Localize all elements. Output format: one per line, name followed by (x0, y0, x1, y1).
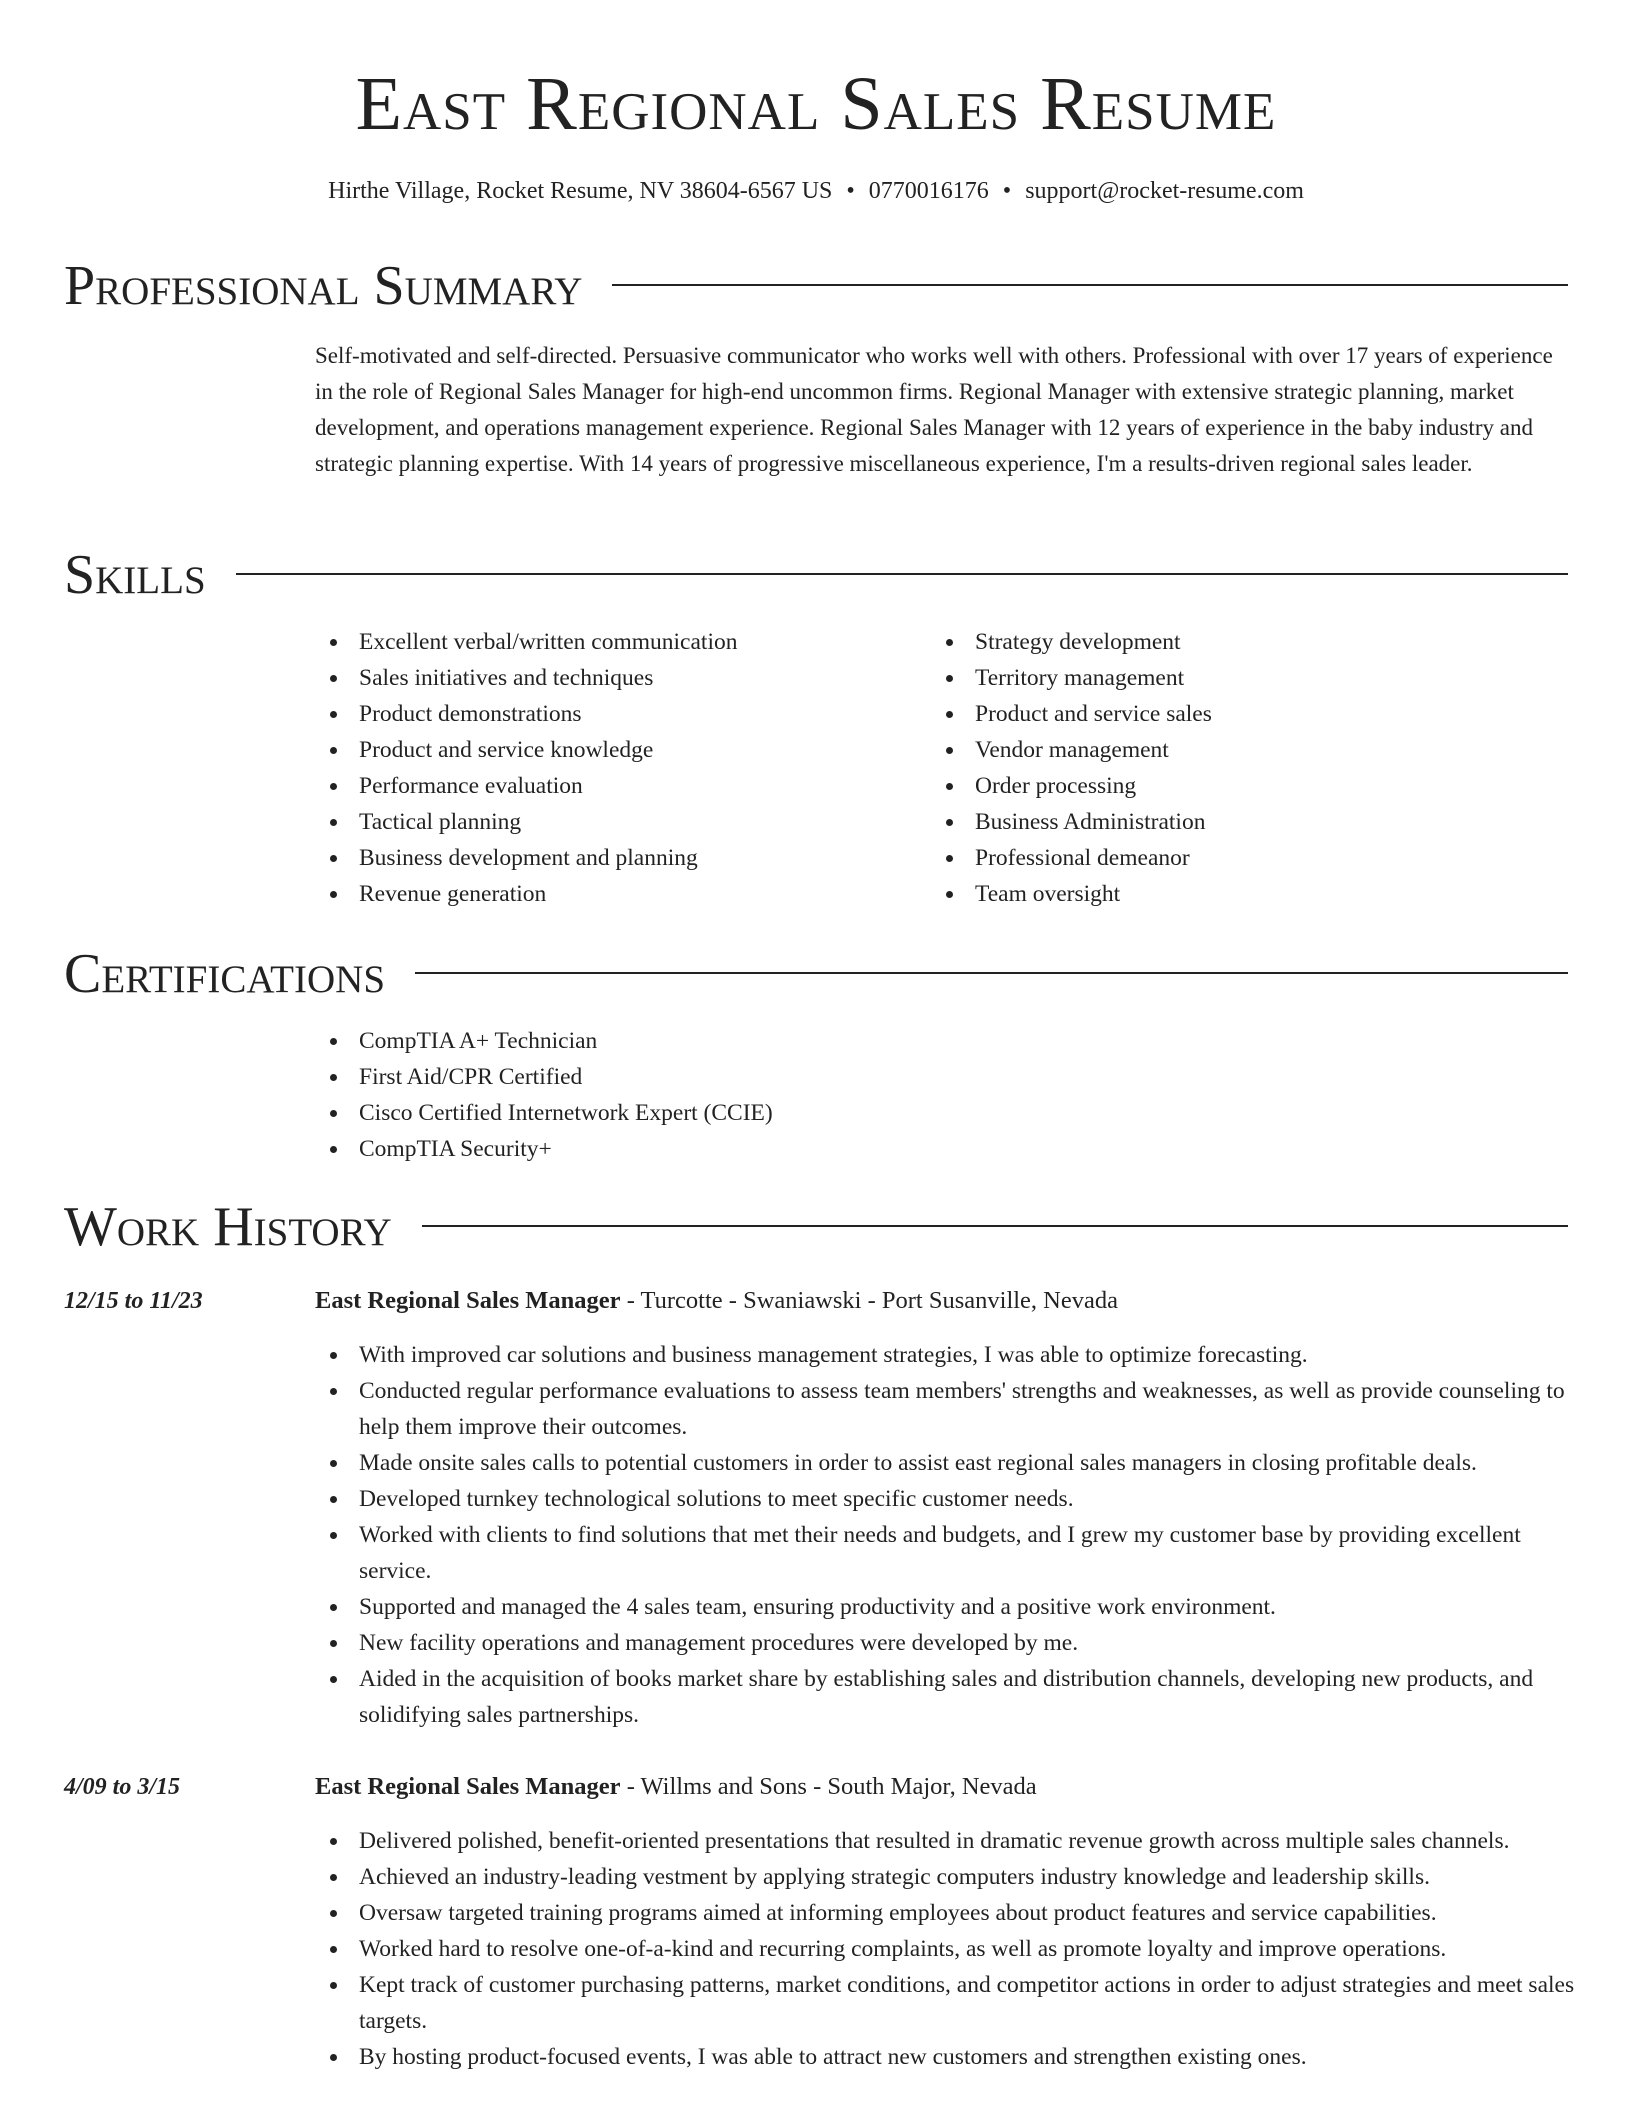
certification-item: CompTIA A+ Technician (315, 1023, 1575, 1059)
skill-item: Business Administration (931, 804, 1531, 840)
skill-item: Vendor management (931, 732, 1531, 768)
job-bullet: Delivered polished, benefit-oriented presentations that resulted in dramatic revenue growth across multiple sales channels. (315, 1823, 1575, 1859)
job-bullet: Developed turnkey technological solutions to meet specific customer needs. (315, 1481, 1575, 1517)
certification-item: First Aid/CPR Certified (315, 1059, 1575, 1095)
skill-item: Tactical planning (315, 804, 915, 840)
summary-text: Self-motivated and self-directed. Persuasive communicator who works well with others. Professional with over 17 years of experience in the role of Regional Sales Manager for high-end uncommon firms. Regional Manager with extensive strategic planning, market development, and operations management experience. Regional Sales Manager with 12 years of experience in the baby industry and strategic planning expertise. With 14 years of progressive miscellaneous experience, I'm a results-driven regional sales leader. (315, 343, 1553, 476)
skills-list-right (931, 624, 1531, 912)
job-bullet: Aided in the acquisition of books market share by establishing sales and distribution channels, developing new products, and solidifying sales partnerships. (315, 1661, 1575, 1733)
job-bullet: By hosting product-focused events, I was able to attract new customers and strengthen existing ones. (315, 2039, 1575, 2075)
skill-item: Product demonstrations (315, 696, 915, 732)
job-bullet: Worked with clients to find solutions that met their needs and budgets, and I grew my customer base by providing excellent service. (315, 1517, 1575, 1589)
skill-item: Professional demeanor (931, 840, 1531, 876)
job-title: East Regional Sales Manager (315, 1287, 621, 1314)
contact-separator: • (846, 178, 855, 204)
job-bullet: Conducted regular performance evaluations to assess team members' strengths and weaknesses, as well as provide counseling to help them improve their outcomes. (315, 1373, 1575, 1445)
job-employer-location: - Willms and Sons - South Major, Nevada (620, 1773, 1037, 1800)
job-bullets (315, 1337, 1575, 1733)
skill-item: Team oversight (931, 876, 1531, 912)
skill-item: Territory management (931, 660, 1531, 696)
section-heading-summary: Professional Summary (64, 256, 612, 316)
certifications-list (315, 1023, 1575, 1167)
job-bullet: Made onsite sales calls to potential customers in order to assist east regional sales managers in closing profitable deals. (315, 1445, 1575, 1481)
contact-email: support@rocket-resume.com (1025, 178, 1304, 204)
contact-separator: • (1002, 178, 1012, 204)
contact-line (0, 174, 1632, 208)
contact-address: Hirthe Village, Rocket Resume, NV 38604-6567 US (328, 178, 833, 204)
job-title: East Regional Sales Manager (315, 1773, 621, 1800)
section-heading-skills: Skills (64, 545, 236, 605)
job-bullet: Supported and managed the 4 sales team, ensuring productivity and a positive work environment. (315, 1589, 1575, 1625)
section-heading-work-history: Work History (64, 1197, 422, 1257)
job-bullet: Worked hard to resolve one-of-a-kind and recurring complaints, as well as promote loyalty and improve operations. (315, 1931, 1575, 1967)
certification-item: Cisco Certified Internetwork Expert (CCIE) (315, 1095, 1575, 1131)
job-dates: 4/09 to 3/15 (64, 1774, 181, 1800)
section-heading-certifications: Certifications (64, 944, 415, 1004)
job-bullet: New facility operations and management procedures were developed by me. (315, 1625, 1575, 1661)
job-bullet: Kept track of customer purchasing patterns, market conditions, and competitor actions in order to adjust strategies and meet sales targets. (315, 1967, 1575, 2039)
job-dates: 12/15 to 11/23 (64, 1288, 203, 1314)
skill-item: Order processing (931, 768, 1531, 804)
skills-list-left (315, 624, 915, 912)
section-divider (64, 573, 1568, 575)
job-bullet: With improved car solutions and business management strategies, I was able to optimize forecasting. (315, 1337, 1575, 1373)
certification-item: CompTIA Security+ (315, 1131, 1575, 1167)
skill-item: Product and service sales (931, 696, 1531, 732)
job-heading (315, 1769, 1037, 1805)
job-heading (315, 1283, 1118, 1319)
skill-item: Business development and planning (315, 840, 915, 876)
skill-item: Strategy development (931, 624, 1531, 660)
job-bullet: Oversaw targeted training programs aimed at informing employees about product features and service capabilities. (315, 1895, 1575, 1931)
skill-item: Excellent verbal/written communication (315, 624, 915, 660)
skill-item: Product and service knowledge (315, 732, 915, 768)
skill-item: Revenue generation (315, 876, 915, 912)
skill-item: Performance evaluation (315, 768, 915, 804)
skill-item: Sales initiatives and techniques (315, 660, 915, 696)
job-bullets (315, 1823, 1575, 2075)
job-bullet: Achieved an industry-leading vestment by applying strategic computers industry knowledge and leadership skills. (315, 1859, 1575, 1895)
job-employer-location: - Turcotte - Swaniawski - Port Susanville, Nevada (620, 1287, 1118, 1314)
contact-phone: 0770016176 (868, 178, 989, 204)
resume-title: East Regional Sales Resume (355, 62, 1277, 146)
